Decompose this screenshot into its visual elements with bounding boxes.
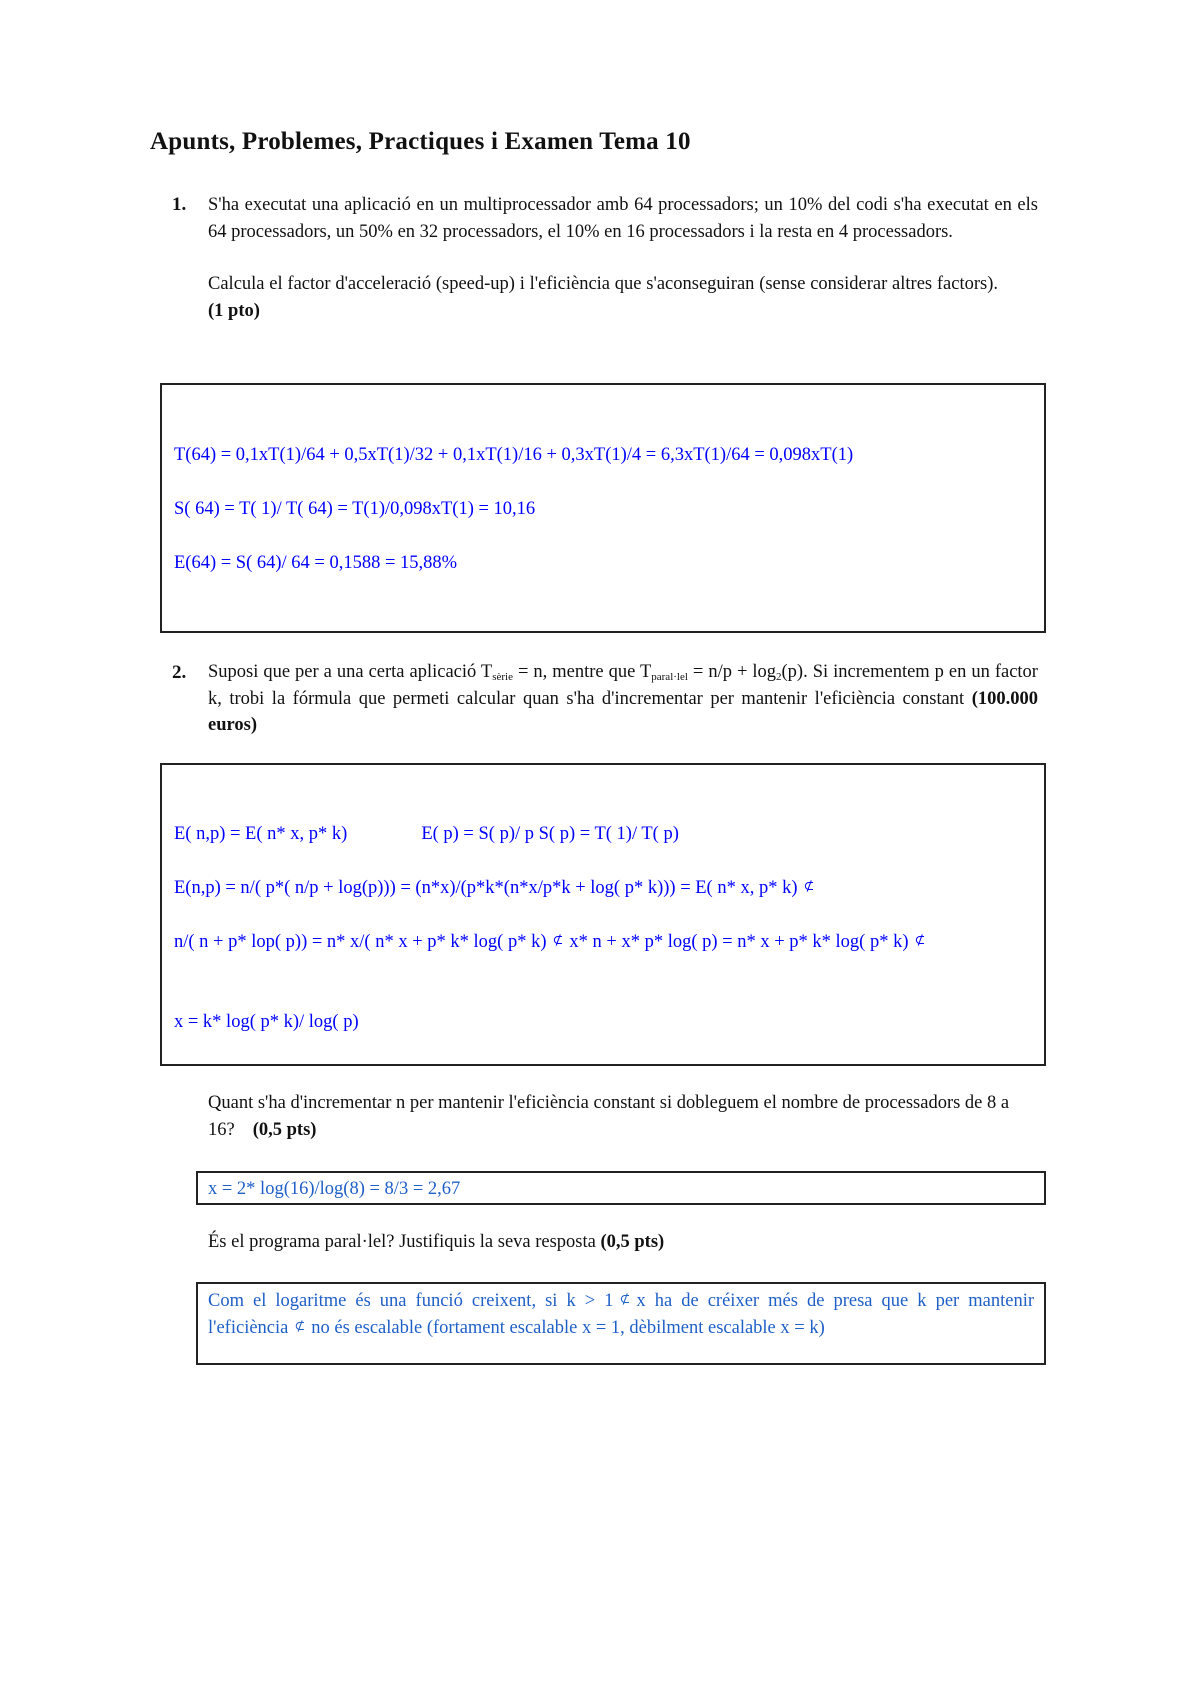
q2-answer-line-4: x = k* log( p* k)/ log( p) xyxy=(174,1012,359,1032)
question-2-sub-2 xyxy=(208,1229,1038,1256)
q2-sub-1-points: (0,5 pts) xyxy=(252,1119,317,1140)
q2-sub-2-answer-box xyxy=(196,1282,1046,1365)
q2-answer-line-2-text: E(n,p) = n/( p*( n/p + log(p))) = (n*x)/(p*k*(n*x/p*k + log( p* k))) = E( n* x, p* k) xyxy=(174,878,798,898)
q2-sub-1-answer-box xyxy=(196,1171,1046,1205)
q1-answer-line-3: E(64) = S( 64)/ 64 = 0,1588 = 15,88% xyxy=(174,553,458,573)
question-2-answer-box xyxy=(160,763,1046,1066)
implies-arrow-icon: ⊄ xyxy=(803,878,815,893)
question-2-statement xyxy=(208,659,1038,739)
question-2-points: (100.000 euros) xyxy=(208,688,1038,735)
question-2-number: 2. xyxy=(172,662,187,683)
question-1-statement: S'ha executat una aplicació en un multiprocessador amb 64 processadors; un 10% del codi s'ha executat en els 64 processadors, un 50% en 32 processadors, el 10% en 16 processadors i la resta en 4 processadors. xyxy=(208,195,1038,242)
q2-sub-log: 2 xyxy=(776,671,782,683)
q2-sub-2-answer xyxy=(208,1288,1034,1342)
q2-sub-2-answer-b: x ha de créixer més de presa que k per mantenir l'eficiència xyxy=(208,1291,1034,1338)
question-1-text xyxy=(208,192,1038,324)
q2-sub-2-answer-a: Com el logaritme és una funció creixent, si k > 1 xyxy=(208,1291,614,1311)
q2-answer-line-3b: x* n + x* p* log( p) = n* x + p* k* log( p* k) xyxy=(569,932,909,952)
q2-sub-serie: sèrie xyxy=(492,671,513,683)
implies-arrow-icon: ⊄ xyxy=(552,932,564,947)
q2-text-a: Suposi que per a una certa aplicació T xyxy=(208,662,493,682)
implies-arrow-icon: ⊄ xyxy=(294,1318,306,1333)
q2-sub-2-ask: És el programa paral·lel? Justifiquis la seva resposta xyxy=(208,1232,596,1252)
q1-answer-line-1: T(64) = 0,1xT(1)/64 + 0,5xT(1)/32 + 0,1xT(1)/16 + 0,3xT(1)/4 = 6,3xT(1)/64 = 0,098xT(1) xyxy=(174,445,854,465)
q2-text-b: = n, mentre que T xyxy=(512,662,652,682)
question-1-points: (1 pto) xyxy=(208,300,260,321)
q2-sub-2-text xyxy=(208,1229,1038,1256)
q2-answer-line-1 xyxy=(174,821,679,848)
q2-text-c: = n/p + log xyxy=(687,662,777,682)
q2-text-d: (p). Si incrementem p en un factor k, trobi la fórmula que permeti calcular quan s'ha d'incrementar per mantenir l'eficiència constant xyxy=(208,662,1038,709)
question-1-ask-text: Calcula el factor d'acceleració (speed-up) i l'eficiència que s'aconseguiran (sense considerar altres factors). xyxy=(208,274,998,294)
implies-arrow-icon: ⊄ xyxy=(619,1291,631,1306)
q2-sub-1-answer: x = 2* log(16)/log(8) = 8/3 = 2,67 xyxy=(208,1179,461,1199)
q2-sub-2-points: (0,5 pts) xyxy=(600,1232,665,1252)
q2-answer-line-2 xyxy=(174,875,820,903)
question-1-number: 1. xyxy=(172,194,187,215)
q2-answer-line-1b: E( p) = S( p)/ p S( p) = T( 1)/ T( p) xyxy=(421,824,679,844)
question-2-text xyxy=(208,659,1038,739)
question-2-sub-1 xyxy=(208,1090,1038,1143)
q2-answer-line-1a: E( n,p) = E( n* x, p* k) xyxy=(174,824,348,844)
implies-arrow-icon: ⊄ xyxy=(914,932,926,947)
question-1-ask xyxy=(208,271,1038,324)
q2-sub-parallel: paral·lel xyxy=(651,671,688,683)
q2-sub-2-answer-c: no és escalable (fortament escalable x = 1, dèbilment escalable x = k) xyxy=(311,1318,825,1338)
q2-sub-1-text xyxy=(208,1090,1038,1143)
q1-answer-line-2: S( 64) = T( 1)/ T( 64) = T(1)/0,098xT(1) = 10,16 xyxy=(174,499,536,519)
q2-sub-1-ask: Quant s'ha d'incrementar n per mantenir l'eficiència constant si dobleguem el nombre de processadors de 8 a 16? xyxy=(208,1093,1010,1140)
document-title: Apunts, Problemes, Practiques i Examen Tema 10 xyxy=(150,128,691,155)
question-1-answer-box xyxy=(160,383,1046,633)
q2-answer-line-3a: n/( n + p* lop( p)) = n* x/( n* x + p* k* log( p* k) xyxy=(174,932,547,952)
q2-answer-line-3 xyxy=(174,929,1044,957)
